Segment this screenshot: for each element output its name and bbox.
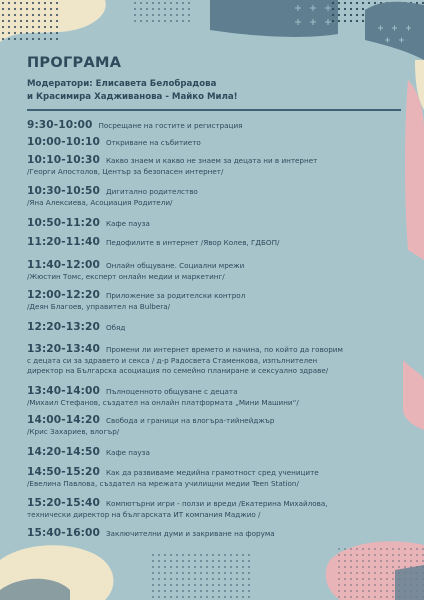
item-time: 14:00-14:20 xyxy=(27,414,100,426)
item-title: Посрещане на гостите и регистрация xyxy=(98,121,243,130)
pink-blob-right-mid xyxy=(403,360,424,430)
schedule-item xyxy=(27,344,405,377)
item-title: Компютърни игри - ползи и вреди /Екатерина Михайлова, xyxy=(105,499,328,508)
item-speaker: с децата си за здравето и секса / д-р Радосвета Стаменкова, изпълнителен xyxy=(27,355,318,365)
item-title: Обяд xyxy=(105,323,126,332)
dot-pattern-top xyxy=(130,0,190,22)
item-title: Приложение за родителски контрол xyxy=(105,291,246,300)
item-time: 10:10-10:30 xyxy=(27,154,100,166)
item-title: Откриване на събитието xyxy=(105,138,201,147)
item-title: Свобода и граници на влогъра-тийнейджър xyxy=(105,416,275,425)
item-time: 9:30-10:00 xyxy=(27,119,93,131)
schedule-item xyxy=(27,386,405,408)
schedule-item xyxy=(27,447,405,459)
schedule-item xyxy=(27,260,405,282)
program-title: ПРОГРАМА xyxy=(27,55,122,71)
item-title: Промени ли интернет времето и начина, по който да говорим xyxy=(105,345,343,354)
schedule-item xyxy=(27,322,405,334)
slate-blob-right xyxy=(365,2,424,60)
item-title: Как да развиваме медийна грамотност сред учениците xyxy=(105,468,319,477)
schedule-item xyxy=(27,218,405,230)
item-title: Онлайн общуване. Социални мрежи xyxy=(105,261,245,270)
schedule-item xyxy=(27,467,405,489)
item-title: Кафе пауза xyxy=(105,448,150,457)
item-time: 12:00-12:20 xyxy=(27,289,100,301)
item-time: 14:20-14:50 xyxy=(27,446,100,458)
moderators-line-1: Модератори: Елисавета Белобрадова xyxy=(27,79,217,89)
item-speaker: /Деян Благоев, управител на Bulbera/ xyxy=(27,301,171,311)
schedule-item xyxy=(27,155,405,177)
item-speaker: /Жюстин Томс, експерт онлайн медии и маркетинг/ xyxy=(27,271,225,281)
heading-divider xyxy=(27,109,401,111)
pink-strip-right xyxy=(405,80,424,260)
item-time: 11:40-12:00 xyxy=(27,259,100,271)
schedule-item xyxy=(27,415,405,437)
item-title: Пълноценното общуване с децата xyxy=(105,387,238,396)
item-speaker: /Евелина Павлова, създател на мрежата училищни медии Teen Station/ xyxy=(27,478,299,488)
schedule-item xyxy=(27,290,405,312)
item-speaker-continued: директор на Българска асоциация по семейно планиране и сексуално здраве/ xyxy=(27,366,329,375)
item-title: Какво знаем и какво не знаем за децата ни в интернет xyxy=(105,156,318,165)
schedule-item xyxy=(27,186,405,208)
item-time: 10:00-10:10 xyxy=(27,136,100,148)
item-speaker: /Крис Захариев, влогър/ xyxy=(27,426,120,436)
moderators-line-2: и Красимира Хадживанова - Майко Мила! xyxy=(27,92,238,102)
slate-block-top xyxy=(210,0,338,37)
schedule-item xyxy=(27,498,405,520)
schedule-item xyxy=(27,120,405,132)
item-title: Педофилите в интернет /Явор Колев, ГДБОП/ xyxy=(105,238,280,247)
item-time: 13:20-13:40 xyxy=(27,343,100,355)
item-title: Дигитално родителство xyxy=(105,187,198,196)
item-title: Кафе пауза xyxy=(105,219,150,228)
item-time: 15:20-15:40 xyxy=(27,497,100,509)
item-time: 15:40-16:00 xyxy=(27,527,100,539)
item-speaker: /Яна Алексиева, Асоциация Родители/ xyxy=(27,197,173,207)
moderators-heading xyxy=(27,78,407,104)
item-time: 12:20-13:20 xyxy=(27,321,100,333)
schedule-item xyxy=(27,137,405,149)
item-speaker: /Георги Апостолов, Център за безопасен интернет/ xyxy=(27,166,224,176)
dot-pattern-top-left xyxy=(0,0,60,40)
dot-pattern-bottom xyxy=(150,550,250,600)
item-time: 11:20-11:40 xyxy=(27,236,100,248)
item-time: 10:30-10:50 xyxy=(27,185,100,197)
item-time: 13:40-14:00 xyxy=(27,385,100,397)
item-speaker: /Михаил Стефанов, създател на онлайн платформата „Мини Машини“/ xyxy=(27,397,299,407)
schedule-item xyxy=(27,528,405,540)
item-time: 14:50-15:20 xyxy=(27,466,100,478)
item-title: Заключителни думи и закриване на форума xyxy=(105,529,275,538)
schedule-item xyxy=(27,237,405,249)
item-speaker: технически директор на българската ИТ компания Маджио / xyxy=(27,509,261,519)
item-time: 10:50-11:20 xyxy=(27,217,100,229)
